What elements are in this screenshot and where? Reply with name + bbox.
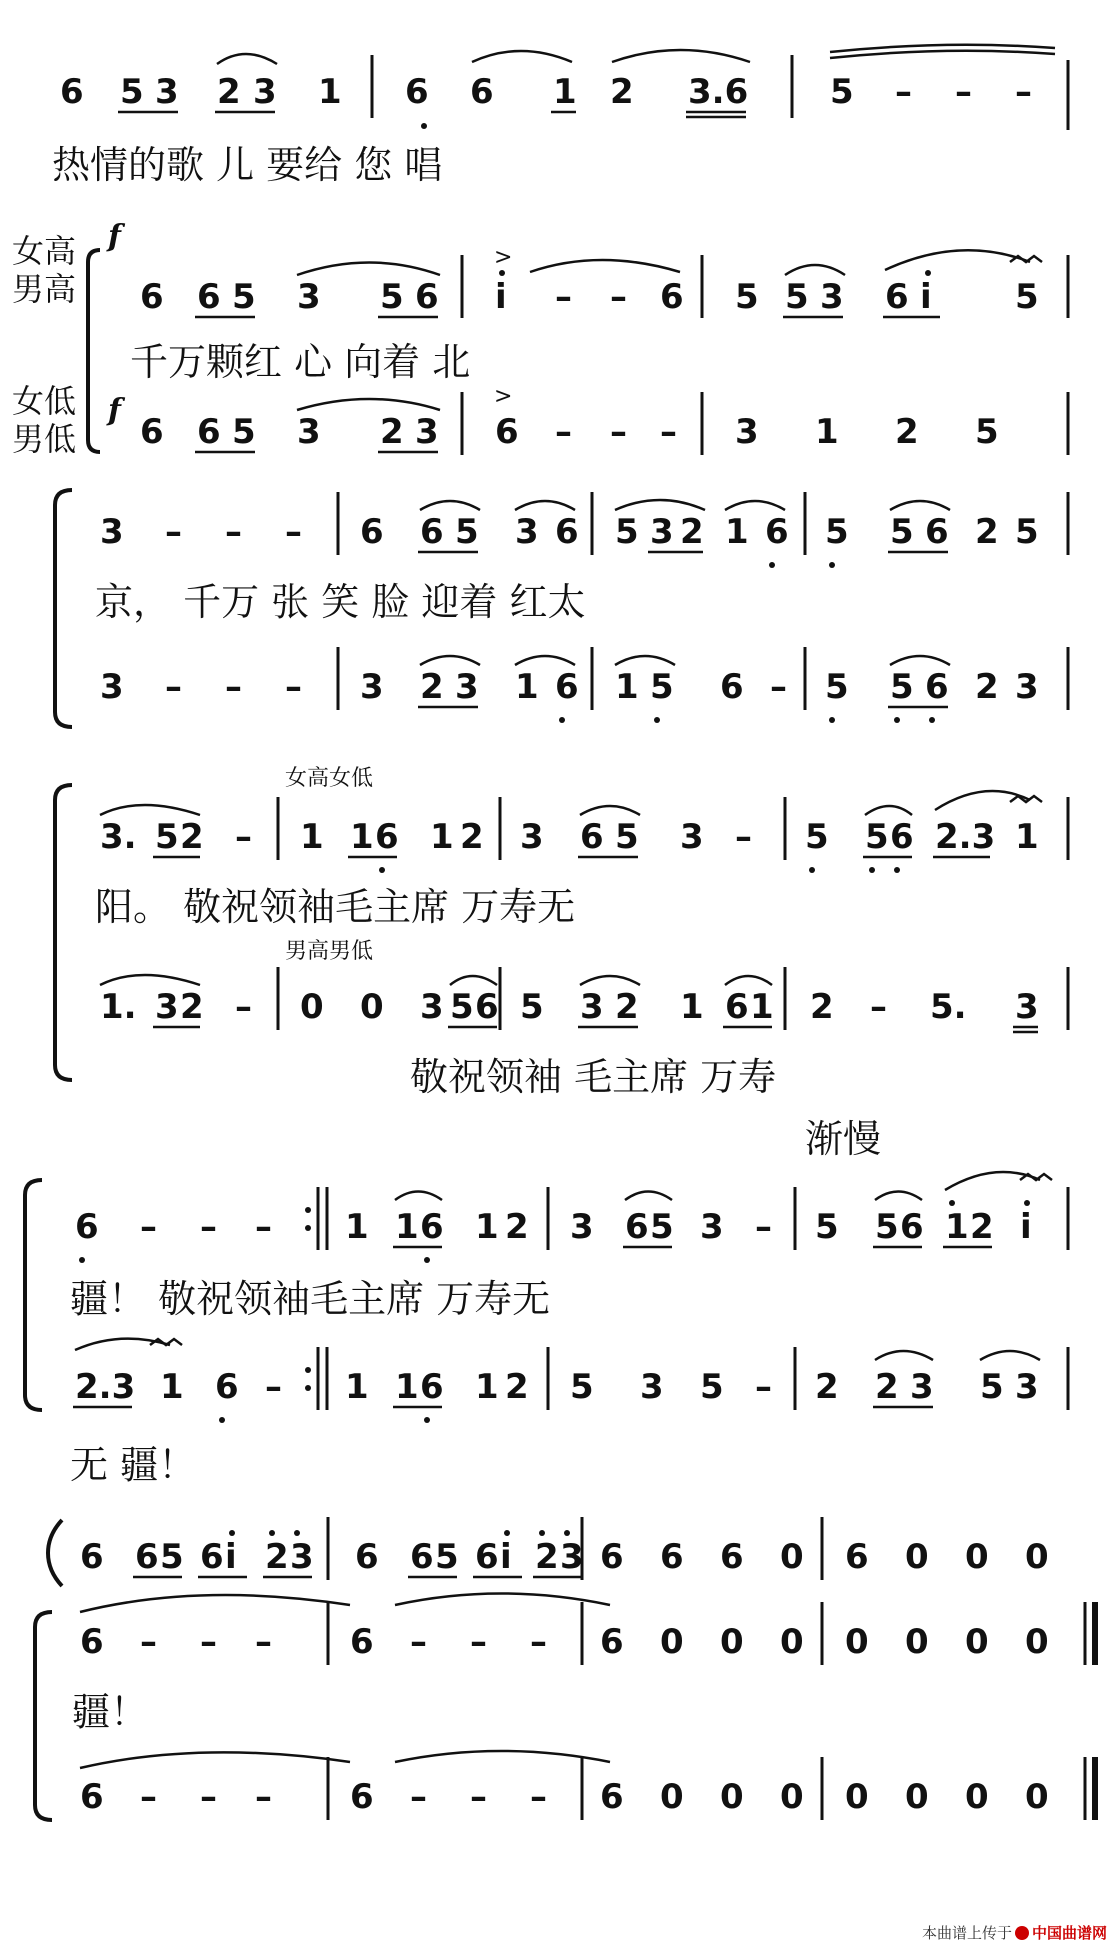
svg-text:i: i	[225, 1537, 237, 1577]
svg-text:5: 5	[890, 667, 914, 707]
svg-text:i: i	[495, 277, 507, 317]
svg-text:–: –	[165, 512, 182, 552]
system-bracket	[55, 785, 72, 1080]
svg-text:2: 2	[875, 1367, 899, 1407]
svg-text:5: 5	[650, 1207, 674, 1247]
svg-text:6: 6	[555, 667, 579, 707]
svg-text:6: 6	[660, 1537, 684, 1577]
svg-text:0: 0	[780, 1537, 804, 1577]
svg-text:3: 3	[1015, 987, 1039, 1027]
svg-text:5: 5	[232, 277, 256, 317]
svg-text:–: –	[530, 1777, 547, 1817]
svg-text:–: –	[610, 277, 627, 317]
svg-text:6: 6	[135, 1537, 159, 1577]
svg-text:3: 3	[415, 412, 439, 452]
svg-text:5: 5	[825, 667, 849, 707]
svg-text:1: 1	[680, 987, 704, 1027]
svg-text:3.6: 3.6	[688, 72, 749, 112]
svg-text:2: 2	[217, 72, 241, 112]
svg-text:6: 6	[75, 1207, 99, 1247]
svg-text:3: 3	[910, 1367, 934, 1407]
svg-text:0: 0	[1025, 1622, 1049, 1662]
svg-text:2: 2	[615, 987, 639, 1027]
svg-text:0: 0	[905, 1622, 929, 1662]
svg-text:–: –	[1015, 72, 1032, 112]
svg-text:6: 6	[725, 987, 749, 1027]
svg-text:6: 6	[197, 412, 221, 452]
svg-text:6: 6	[410, 1537, 434, 1577]
upper-bracket	[48, 1520, 62, 1586]
score-system-5	[25, 1117, 1068, 1487]
svg-text:1: 1	[430, 817, 454, 857]
svg-text:6: 6	[765, 512, 789, 552]
lower-bracket	[35, 1612, 52, 1820]
svg-text:–: –	[755, 1367, 772, 1407]
notes-row-11	[80, 1622, 1049, 1662]
svg-text:3: 3	[155, 987, 179, 1027]
lyrics-row-4: 京， 千万 张 笑 脸 迎着 红太	[95, 580, 586, 624]
svg-text:–: –	[530, 1622, 547, 1662]
svg-text:1.: 1.	[100, 987, 137, 1027]
svg-text:–: –	[200, 1622, 217, 1662]
notes-row-3	[140, 412, 999, 452]
svg-text:6: 6	[495, 412, 519, 452]
svg-text:3: 3	[253, 72, 277, 112]
svg-text:3: 3	[735, 412, 759, 452]
svg-text:3: 3	[640, 1367, 664, 1407]
marks-row-2	[195, 245, 1068, 318]
svg-text:6: 6	[470, 72, 494, 112]
svg-text:1: 1	[615, 667, 639, 707]
svg-text:6: 6	[580, 817, 604, 857]
svg-text:–: –	[470, 1622, 487, 1662]
svg-text:5: 5	[160, 1537, 184, 1577]
svg-text:5: 5	[1015, 512, 1039, 552]
system-bracket	[88, 250, 100, 452]
svg-text:6: 6	[80, 1777, 104, 1817]
svg-text:3: 3	[420, 987, 444, 1027]
svg-text:6: 6	[625, 1207, 649, 1247]
svg-text:–: –	[165, 667, 182, 707]
svg-text:1: 1	[345, 1367, 369, 1407]
svg-text:0: 0	[300, 987, 324, 1027]
svg-text:6: 6	[925, 512, 949, 552]
lyrics-row-1: 热情的歌 儿 要给 您 唱	[52, 143, 443, 187]
svg-text:–: –	[555, 412, 572, 452]
svg-text:3: 3	[297, 277, 321, 317]
svg-text:–: –	[770, 667, 787, 707]
svg-text:1: 1	[395, 1207, 419, 1247]
svg-text:–: –	[470, 1777, 487, 1817]
svg-text:6: 6	[475, 987, 499, 1027]
svg-text:2: 2	[505, 1367, 529, 1407]
svg-text:1: 1	[475, 1367, 499, 1407]
site-logo-icon	[1015, 1926, 1029, 1940]
svg-text:5: 5	[455, 512, 479, 552]
svg-text:3: 3	[1015, 1367, 1039, 1407]
svg-text:2: 2	[815, 1367, 839, 1407]
notes-row-4	[100, 512, 1039, 552]
svg-text:5: 5	[650, 667, 674, 707]
svg-text:5: 5	[435, 1537, 459, 1577]
svg-text:6: 6	[600, 1537, 624, 1577]
svg-text:1: 1	[750, 987, 774, 1027]
label-male-low: 男低	[12, 420, 77, 458]
svg-text:–: –	[255, 1207, 272, 1247]
svg-text:2: 2	[610, 72, 634, 112]
svg-text:2: 2	[975, 512, 999, 552]
svg-text:0: 0	[845, 1777, 869, 1817]
svg-text:1: 1	[300, 817, 324, 857]
svg-text:3.: 3.	[100, 817, 137, 857]
svg-text:5: 5	[830, 72, 854, 112]
svg-text:2: 2	[265, 1537, 289, 1577]
svg-text:6: 6	[350, 1777, 374, 1817]
accent-mark-low: >	[494, 384, 513, 409]
svg-text:1: 1	[160, 1367, 184, 1407]
svg-text:6: 6	[720, 667, 744, 707]
svg-text:1: 1	[345, 1207, 369, 1247]
score-system-6	[35, 1517, 1095, 1820]
dynamic-forte-high: f	[108, 219, 121, 254]
svg-text:5: 5	[975, 412, 999, 452]
svg-text:2: 2	[380, 412, 404, 452]
svg-text:6: 6	[360, 512, 384, 552]
svg-text:2: 2	[975, 667, 999, 707]
lyrics-row-6: 阳。 敬祝领袖毛主席 万寿无	[95, 885, 576, 929]
svg-text:–: –	[255, 1622, 272, 1662]
svg-text:2: 2	[895, 412, 919, 452]
svg-text:–: –	[200, 1207, 217, 1247]
svg-text:0: 0	[360, 987, 384, 1027]
tempo-mark: 渐慢	[805, 1117, 882, 1161]
svg-text:–: –	[140, 1622, 157, 1662]
svg-text:3: 3	[155, 72, 179, 112]
svg-text:6: 6	[900, 1207, 924, 1247]
notes-row-6	[100, 817, 1039, 857]
svg-text:–: –	[200, 1777, 217, 1817]
svg-text:3: 3	[650, 512, 674, 552]
svg-text:3: 3	[570, 1207, 594, 1247]
svg-text:–: –	[410, 1622, 427, 1662]
footer-upload-text: 本曲谱上传于	[922, 1924, 1013, 1942]
svg-text:0: 0	[905, 1777, 929, 1817]
svg-text:3: 3	[560, 1537, 584, 1577]
svg-text:–: –	[225, 512, 242, 552]
label-female-pair: 女高女低	[285, 766, 374, 791]
svg-text:3: 3	[455, 667, 479, 707]
watermark-footer	[922, 1924, 1107, 1942]
svg-text:5: 5	[520, 987, 544, 1027]
svg-text:5: 5	[615, 512, 639, 552]
svg-text:6: 6	[420, 512, 444, 552]
svg-text:5: 5	[1015, 277, 1039, 317]
svg-text:0: 0	[720, 1777, 744, 1817]
svg-text:6: 6	[600, 1622, 624, 1662]
svg-text:6: 6	[405, 72, 429, 112]
svg-text:0: 0	[1025, 1537, 1049, 1577]
svg-text:0: 0	[1025, 1777, 1049, 1817]
svg-text:–: –	[235, 987, 252, 1027]
svg-text:5: 5	[155, 817, 179, 857]
svg-text:5: 5	[570, 1367, 594, 1407]
marks-row-12	[80, 1751, 1095, 1820]
svg-text:2.3: 2.3	[935, 817, 996, 857]
svg-text:5: 5	[615, 817, 639, 857]
dynamic-forte-low: f	[108, 393, 121, 428]
system-bracket	[25, 1180, 42, 1410]
svg-text:3: 3	[820, 277, 844, 317]
svg-text:2: 2	[420, 667, 444, 707]
svg-text:3: 3	[700, 1207, 724, 1247]
svg-text:6: 6	[600, 1777, 624, 1817]
svg-text:0: 0	[905, 1537, 929, 1577]
svg-text:6: 6	[420, 1367, 444, 1407]
svg-text:1: 1	[515, 667, 539, 707]
svg-text:3: 3	[100, 512, 124, 552]
score-system-4	[55, 766, 1068, 1099]
svg-text:6: 6	[197, 277, 221, 317]
notes-row-8	[75, 1207, 1032, 1247]
svg-text:5: 5	[805, 817, 829, 857]
svg-text:–: –	[235, 817, 252, 857]
svg-text:0: 0	[780, 1622, 804, 1662]
svg-text:–: –	[285, 667, 302, 707]
notes-row-9	[75, 1367, 1039, 1407]
svg-text:6: 6	[350, 1622, 374, 1662]
svg-text:–: –	[555, 277, 572, 317]
svg-text:1: 1	[815, 412, 839, 452]
svg-text:6: 6	[420, 1207, 444, 1247]
svg-text:3: 3	[680, 817, 704, 857]
part-labels	[12, 219, 126, 458]
svg-text:6: 6	[415, 277, 439, 317]
notes-row-5	[100, 667, 1039, 707]
svg-text:2: 2	[535, 1537, 559, 1577]
notes-row-12	[80, 1777, 1049, 1817]
svg-text:1: 1	[395, 1367, 419, 1407]
svg-text:2: 2	[680, 512, 704, 552]
svg-text:5: 5	[120, 72, 144, 112]
svg-text:5: 5	[875, 1207, 899, 1247]
svg-text:5: 5	[815, 1207, 839, 1247]
marks-row-3	[195, 384, 1068, 455]
svg-text:6: 6	[555, 512, 579, 552]
marks-row-11	[80, 1594, 1095, 1666]
notes-row-7	[100, 987, 1039, 1027]
svg-text:1: 1	[318, 72, 342, 112]
marks-row-5	[338, 647, 1068, 723]
lyrics-row-9: 无 疆！	[70, 1443, 197, 1487]
system-bracket	[55, 490, 72, 727]
svg-text:i: i	[500, 1537, 512, 1577]
svg-text:6: 6	[375, 817, 399, 857]
svg-text:0: 0	[965, 1777, 989, 1817]
svg-text:–: –	[755, 1207, 772, 1247]
svg-text:2: 2	[180, 817, 204, 857]
svg-text:0: 0	[845, 1622, 869, 1662]
svg-text:0: 0	[660, 1777, 684, 1817]
svg-text:3: 3	[100, 667, 124, 707]
svg-text:–: –	[895, 72, 912, 112]
svg-text:6: 6	[80, 1622, 104, 1662]
svg-text:6: 6	[215, 1367, 239, 1407]
svg-text:0: 0	[965, 1537, 989, 1577]
svg-text:3: 3	[515, 512, 539, 552]
svg-text:i: i	[1020, 1207, 1032, 1247]
lyrics-row-11: 疆！	[72, 1690, 149, 1734]
svg-text:3: 3	[290, 1537, 314, 1577]
svg-text:6: 6	[200, 1537, 224, 1577]
notes-row-1	[60, 72, 1032, 112]
svg-text:6: 6	[355, 1537, 379, 1577]
lyrics-row-7: 敬祝领袖 毛主席 万寿	[410, 1055, 777, 1099]
svg-text:–: –	[610, 412, 627, 452]
svg-text:6: 6	[925, 667, 949, 707]
svg-text:–: –	[660, 412, 677, 452]
svg-text:–: –	[225, 667, 242, 707]
svg-text:6: 6	[720, 1537, 744, 1577]
svg-text:–: –	[140, 1777, 157, 1817]
svg-text:1: 1	[475, 1207, 499, 1247]
svg-text:5: 5	[785, 277, 809, 317]
svg-text:5: 5	[380, 277, 404, 317]
score-row-1	[52, 45, 1068, 187]
svg-text:1: 1	[945, 1207, 969, 1247]
svg-text:5: 5	[700, 1367, 724, 1407]
svg-text:–: –	[285, 512, 302, 552]
svg-text:6: 6	[660, 277, 684, 317]
svg-text:3: 3	[360, 667, 384, 707]
notes-row-10	[80, 1537, 1049, 1577]
svg-text:3: 3	[520, 817, 544, 857]
label-female-high: 女高	[12, 232, 77, 270]
svg-text:6: 6	[890, 817, 914, 857]
svg-text:2: 2	[180, 987, 204, 1027]
label-male-pair: 男高男低	[285, 939, 374, 964]
svg-text:–: –	[735, 817, 752, 857]
svg-text:0: 0	[720, 1622, 744, 1662]
svg-text:2: 2	[970, 1207, 994, 1247]
svg-text:3: 3	[297, 412, 321, 452]
lyrics-row-8: 疆！ 敬祝领袖毛主席 万寿无	[70, 1277, 551, 1321]
svg-text:2: 2	[460, 817, 484, 857]
svg-text:6: 6	[140, 412, 164, 452]
svg-text:0: 0	[965, 1622, 989, 1662]
svg-text:3: 3	[1015, 667, 1039, 707]
svg-text:–: –	[870, 987, 887, 1027]
svg-text:2: 2	[810, 987, 834, 1027]
svg-text:5: 5	[825, 512, 849, 552]
svg-text:6: 6	[475, 1537, 499, 1577]
svg-text:6: 6	[140, 277, 164, 317]
svg-text:1: 1	[350, 817, 374, 857]
svg-text:5: 5	[735, 277, 759, 317]
svg-text:6: 6	[80, 1537, 104, 1577]
svg-text:3: 3	[580, 987, 604, 1027]
svg-text:2.3: 2.3	[75, 1367, 136, 1407]
svg-text:5: 5	[450, 987, 474, 1027]
svg-text:2: 2	[505, 1207, 529, 1247]
svg-text:1: 1	[1015, 817, 1039, 857]
svg-text:5: 5	[980, 1367, 1004, 1407]
svg-text:–: –	[265, 1367, 282, 1407]
label-male-high: 男高	[12, 270, 77, 308]
accent-mark: >	[494, 245, 513, 270]
svg-text:6: 6	[845, 1537, 869, 1577]
svg-text:1: 1	[553, 72, 577, 112]
svg-text:0: 0	[780, 1777, 804, 1817]
score-system-3	[55, 490, 1068, 727]
svg-text:5.: 5.	[930, 987, 967, 1027]
svg-text:–: –	[255, 1777, 272, 1817]
svg-text:0: 0	[660, 1622, 684, 1662]
svg-text:6: 6	[60, 72, 84, 112]
svg-text:5: 5	[232, 412, 256, 452]
lyrics-row-2: 千万颗红 心 向着 北	[130, 340, 471, 384]
svg-text:6: 6	[885, 277, 909, 317]
svg-text:5: 5	[890, 512, 914, 552]
svg-text:5: 5	[865, 817, 889, 857]
notes-row-2	[140, 277, 1039, 317]
svg-text:i: i	[920, 277, 932, 317]
label-female-low: 女低	[12, 382, 77, 420]
svg-text:–: –	[410, 1777, 427, 1817]
score-system-2	[88, 245, 1068, 455]
footer-site-name[interactable]: 中国曲谱网	[1032, 1924, 1108, 1942]
svg-text:–: –	[955, 72, 972, 112]
svg-text:1: 1	[725, 512, 749, 552]
svg-text:–: –	[140, 1207, 157, 1247]
